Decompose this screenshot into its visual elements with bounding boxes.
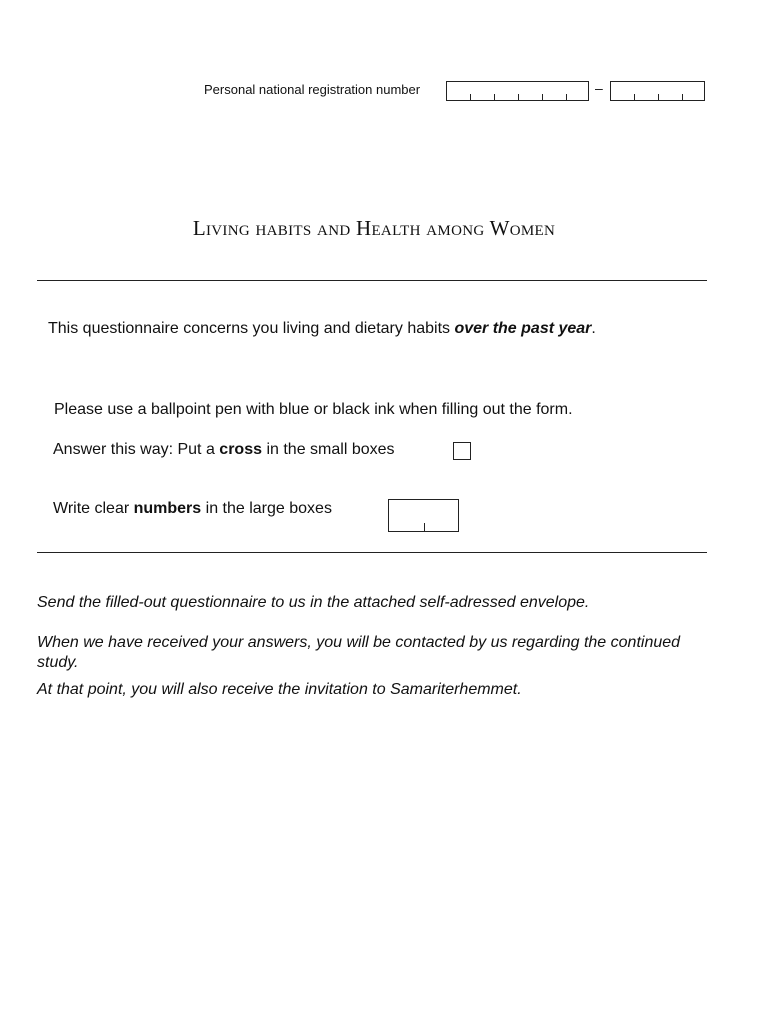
numbers-bold: numbers: [133, 500, 202, 517]
numbers-prefix: Write clear: [53, 500, 134, 517]
digit-divider: [634, 94, 635, 100]
divider-bottom: [37, 552, 707, 553]
intro-text: [48, 320, 596, 338]
invitation-note: At that point, you will also receive the invitation to Samariterhemmet.: [37, 681, 522, 698]
answer-bold: cross: [219, 441, 262, 458]
intro-emphasis: over the past year: [454, 320, 592, 337]
numbers-instruction: [53, 500, 332, 518]
digit-divider: [470, 94, 471, 100]
digit-divider: [518, 94, 519, 100]
digit-divider: [494, 94, 495, 100]
send-instruction: Send the filled-out questionnaire to us in the attached self-adressed envelope.: [37, 594, 590, 611]
intro-suffix: .: [591, 320, 596, 337]
digit-divider: [658, 94, 659, 100]
contact-note: When we have received your answers, you will be contacted by us regarding the continued study.: [37, 634, 681, 671]
registration-suffix-field[interactable]: [610, 81, 705, 101]
registration-separator: –: [595, 80, 603, 96]
digit-divider: [682, 94, 683, 100]
digit-divider: [566, 94, 567, 100]
answer-prefix: Answer this way: Put a: [53, 441, 220, 458]
registration-number-field[interactable]: [446, 81, 589, 101]
registration-label: Personal national registration number: [204, 82, 421, 97]
answer-suffix: in the small boxes: [262, 441, 395, 458]
document-title: Living habits and Health among Women: [192, 216, 556, 240]
digit-divider: [424, 523, 425, 531]
example-number-box: [388, 499, 459, 532]
pen-instruction: Please use a ballpoint pen with blue or black ink when filling out the form.: [54, 401, 573, 418]
numbers-suffix: in the large boxes: [201, 500, 332, 517]
answer-instruction: [53, 441, 395, 459]
example-checkbox: [453, 442, 471, 460]
digit-divider: [542, 94, 543, 100]
intro-prefix: This questionnaire concerns you living and dietary habits: [48, 320, 455, 337]
divider-top: [37, 280, 707, 281]
